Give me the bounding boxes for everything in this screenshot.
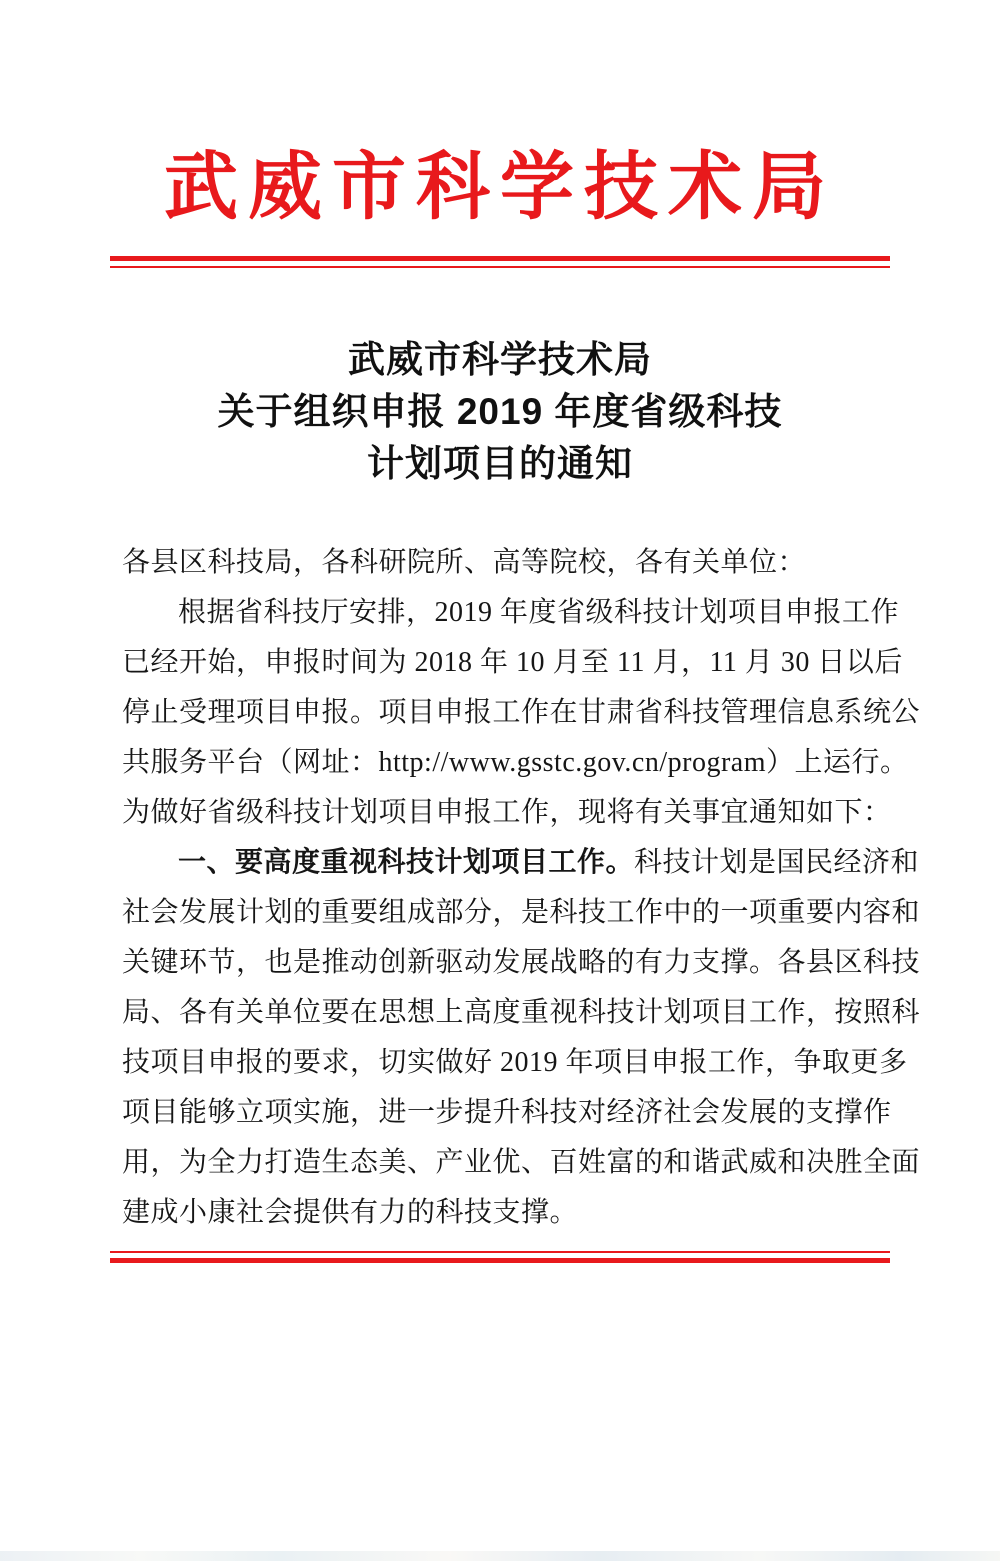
footer-rule-thin (110, 1251, 890, 1253)
document-title-line-2: 关于组织申报 2019 年度省级科技 (217, 391, 783, 432)
footer-divider (110, 1251, 890, 1263)
paragraph1-line: 共服务平台（网址：http://www.gsstc.gov.cn/program）上运行。 (122, 747, 909, 778)
paragraph2-line: 局、各有关单位要在思想上高度重视科技计划项目工作，按照科 (122, 997, 921, 1028)
paragraph1-line: 已经开始，申报时间为 2018 年 10 月至 11 月，11 月 30 日以后 (122, 647, 903, 678)
document-body (122, 538, 921, 1238)
paragraph1-line: 根据省科技厅安排，2019 年度省级科技计划项目申报工作 (178, 597, 900, 628)
footer-rule-thick (110, 1258, 890, 1263)
paragraph2-line: 用，为全力打造生态美、产业优、百姓富的和谐武威和决胜全面 (122, 1147, 921, 1178)
paragraph2-heading-bold: 一、要高度重视科技计划项目工作。 (178, 847, 635, 878)
document-title (0, 334, 1000, 490)
letterhead-rule-thick (110, 256, 890, 261)
letterhead-agency-name: 武威市科学技术局 (164, 147, 836, 229)
scan-edge-artifact (0, 1551, 1000, 1561)
letterhead-rule-thin (110, 266, 890, 268)
paragraph2-line: 社会发展计划的重要组成部分，是科技工作中的一项重要内容和 (122, 897, 921, 928)
paragraph2-line: 项目能够立项实施，进一步提升科技对经济社会发展的支撑作 (122, 1097, 892, 1128)
paragraph2-line: 技项目申报的要求，切实做好 2019 年项目申报工作，争取更多 (122, 1047, 908, 1078)
paragraph1-line: 停止受理项目申报。项目申报工作在甘肃省科技管理信息系统公 (122, 697, 921, 728)
scanned-document-page (0, 148, 1000, 1561)
paragraph1-line: 为做好省级科技计划项目申报工作，现将有关事宜通知如下： (122, 797, 892, 828)
paragraph2-line: 关键环节，也是推动创新驱动发展战略的有力支撑。各县区科技 (122, 947, 921, 978)
paragraph2-line: 建成小康社会提供有力的科技支撑。 (122, 1197, 579, 1228)
paragraph2-lead-line (122, 838, 920, 888)
paragraph2-lead-rest: 科技计划是国民经济和 (634, 847, 920, 878)
document-title-line-3: 计划项目的通知 (367, 443, 633, 484)
letterhead-divider (110, 256, 890, 268)
salutation-line: 各县区科技局，各科研院所、高等院校，各有关单位： (122, 547, 807, 578)
document-title-line-1: 武威市科学技术局 (348, 339, 652, 380)
